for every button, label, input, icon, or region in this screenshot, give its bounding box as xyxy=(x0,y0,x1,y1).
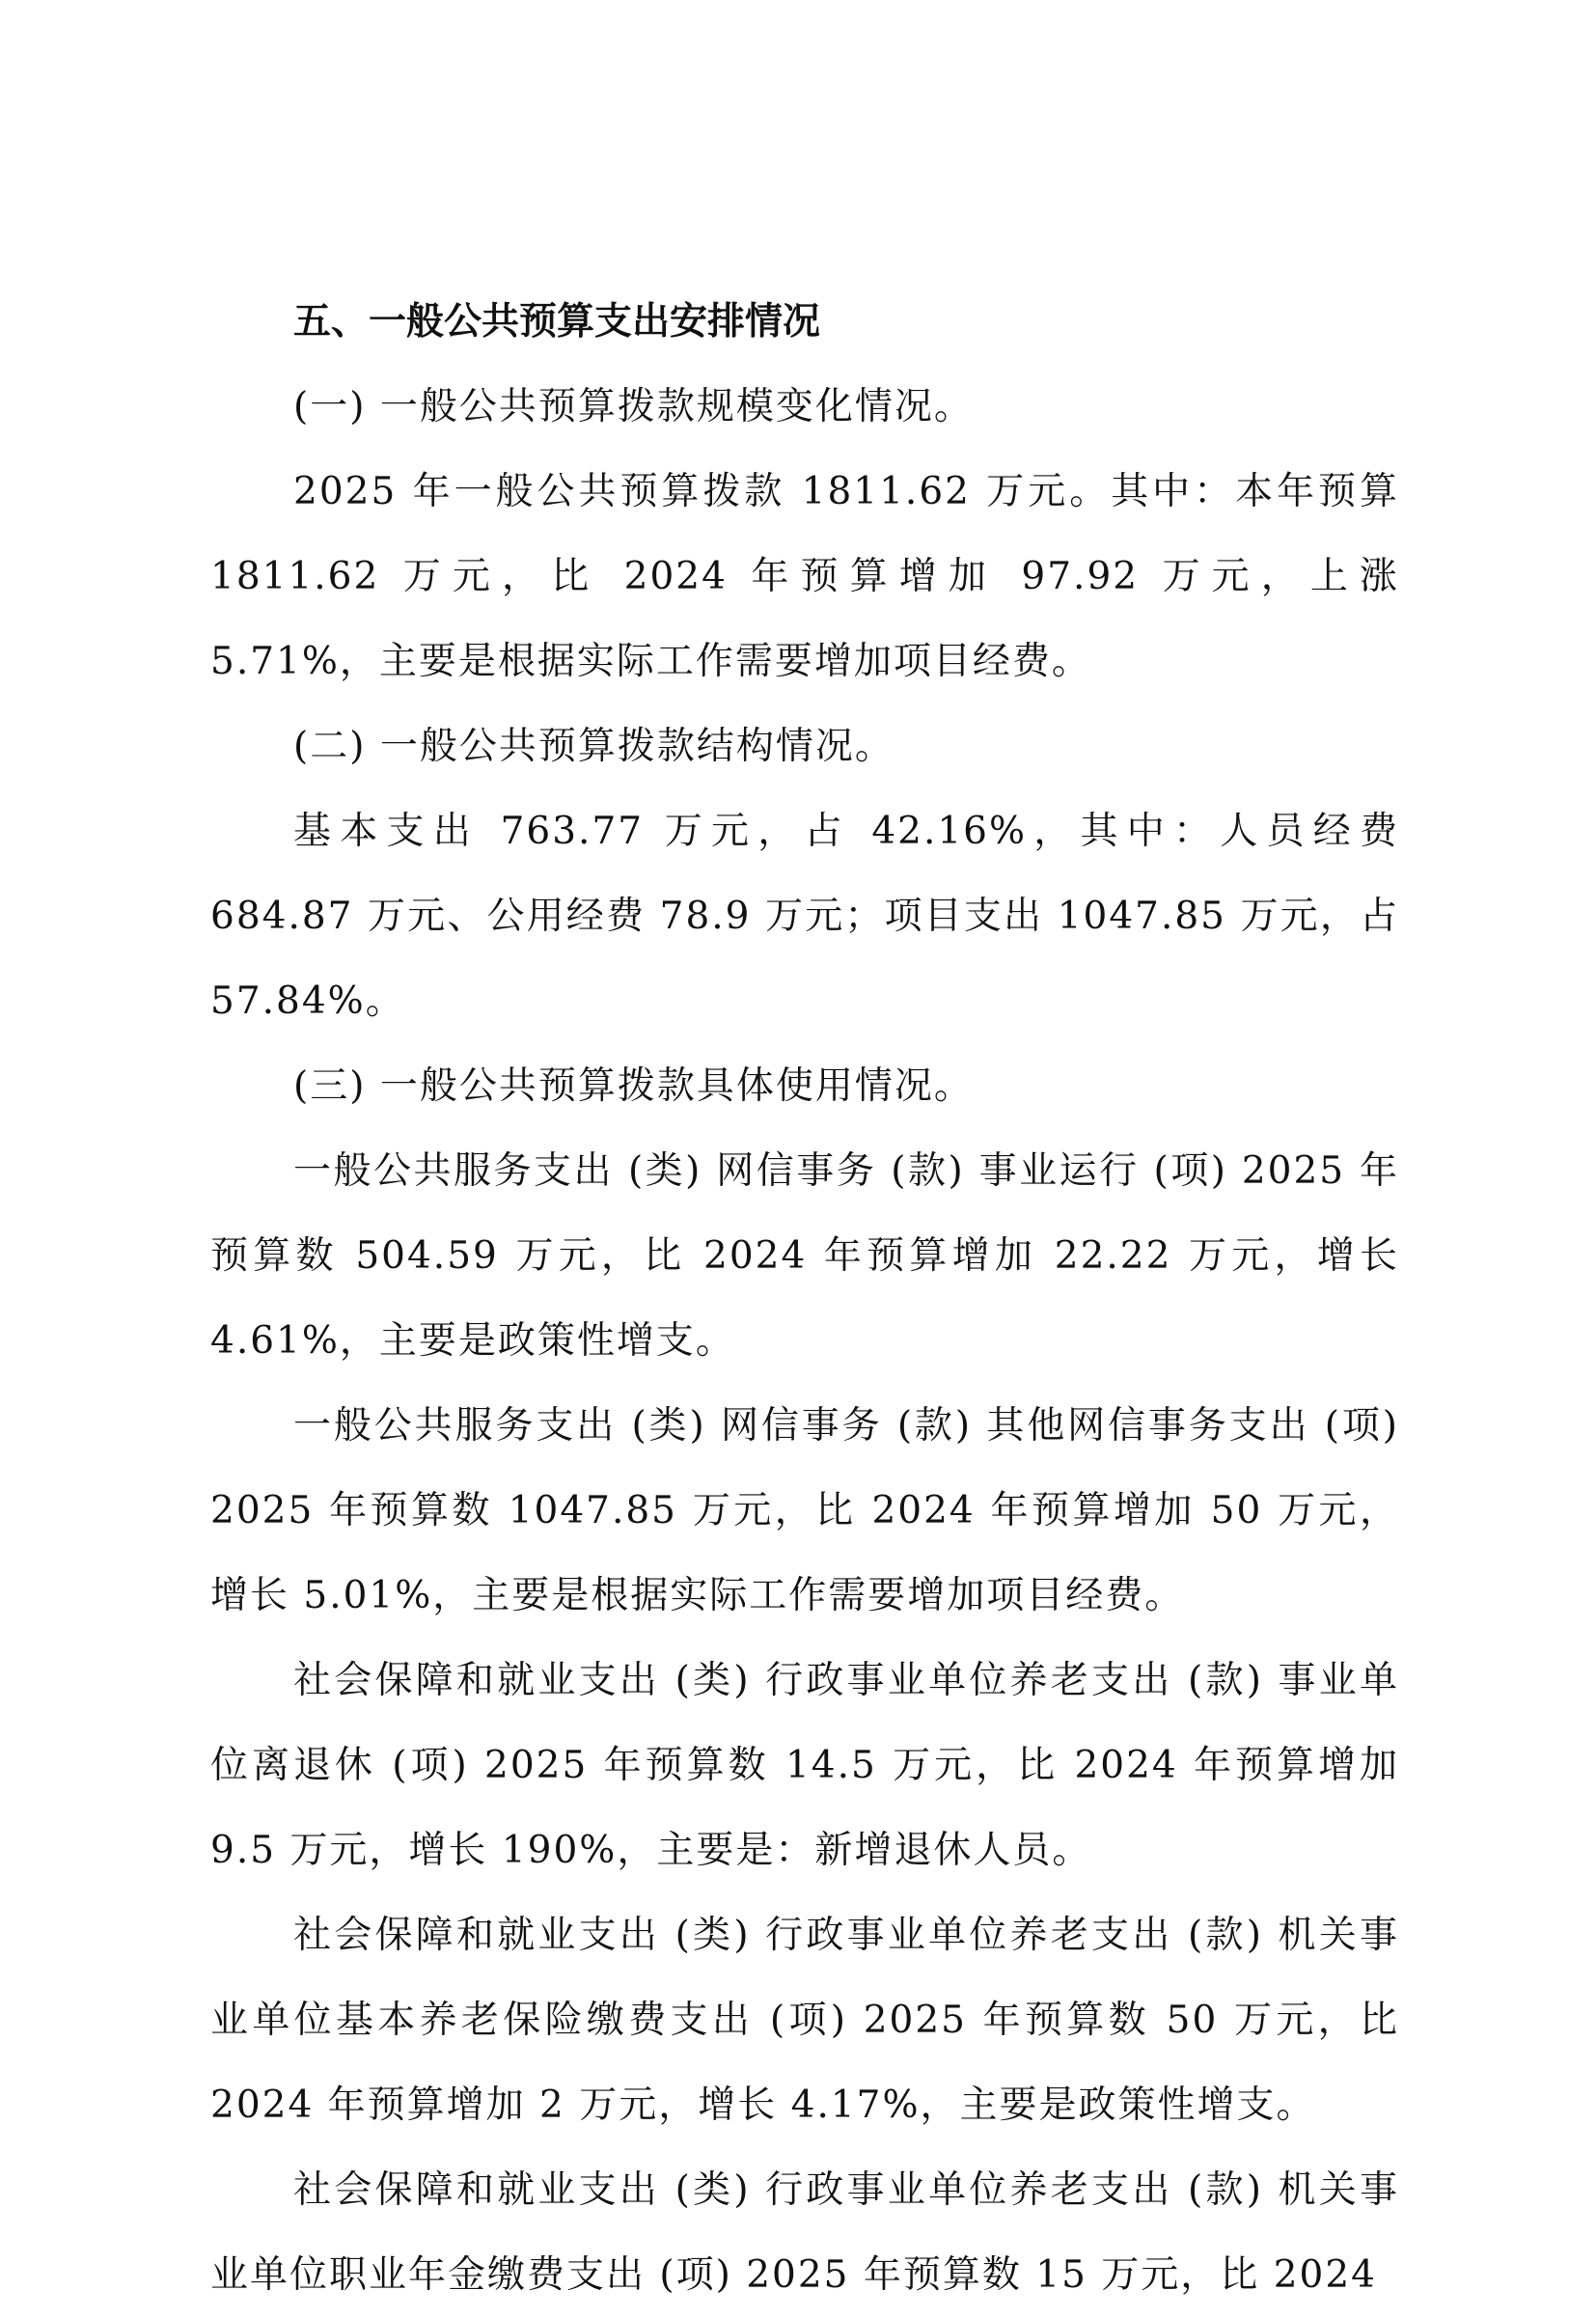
document-page xyxy=(210,280,1399,2318)
subsection-2-heading: (二) 一般公共预算拨款结构情况。 xyxy=(293,725,894,768)
subsection-2-paragraph-1: 基本支出 763.77 万元，占 42.16%，其中：人员经费 684.87 万元、公用经费 78.9 万元；项目支出 1047.85 万元，占 57.84%。 xyxy=(210,810,1399,1023)
subsection-3-heading: (三) 一般公共预算拨款具体使用情况。 xyxy=(293,1064,974,1108)
subsection-3-paragraph-5: 社会保障和就业支出 (类) 行政事业单位养老支出 (款) 机关事业单位职业年金缴费支出 (项) 2025 年预算数 15 万元，比 2024 xyxy=(210,2168,1399,2297)
subsection-1-paragraph-1: 2025 年一般公共预算拨款 1811.62 万元。其中：本年预算 1811.62 万元，比 2024 年预算增加 97.92 万元，上涨 5.71%，主要是根据实际工作需要增加项目经费。 xyxy=(210,470,1399,683)
subsection-1-heading: (一) 一般公共预算拨款规模变化情况。 xyxy=(293,385,974,428)
subsection-3-paragraph-1: 一般公共服务支出 (类) 网信事务 (款) 事业运行 (项) 2025 年预算数 504.59 万元，比 2024 年预算增加 22.22 万元，增长 4.61%，主要是政策性增支。 xyxy=(210,1149,1399,1363)
subsection-3-paragraph-2: 一般公共服务支出 (类) 网信事务 (款) 其他网信事务支出 (项) 2025 年预算数 1047.85 万元，比 2024 年预算增加 50 万元，增长 5.01%，主要是根据实际工作需要增加项目经费。 xyxy=(210,1404,1399,1617)
section-title: 五、一般公共预算支出安排情况 xyxy=(293,300,821,344)
subsection-3-paragraph-4: 社会保障和就业支出 (类) 行政事业单位养老支出 (款) 机关事业单位基本养老保险缴费支出 (项) 2025 年预算数 50 万元，比 2024 年预算增加 2 万元，增长 4.17%，主要是政策性增支。 xyxy=(210,1914,1399,2127)
subsection-3-paragraph-3: 社会保障和就业支出 (类) 行政事业单位养老支出 (款) 事业单位离退休 (项) 2025 年预算数 14.5 万元，比 2024 年预算增加 9.5 万元，增长 190%，主要是：新增退休人员。 xyxy=(210,1659,1399,1872)
